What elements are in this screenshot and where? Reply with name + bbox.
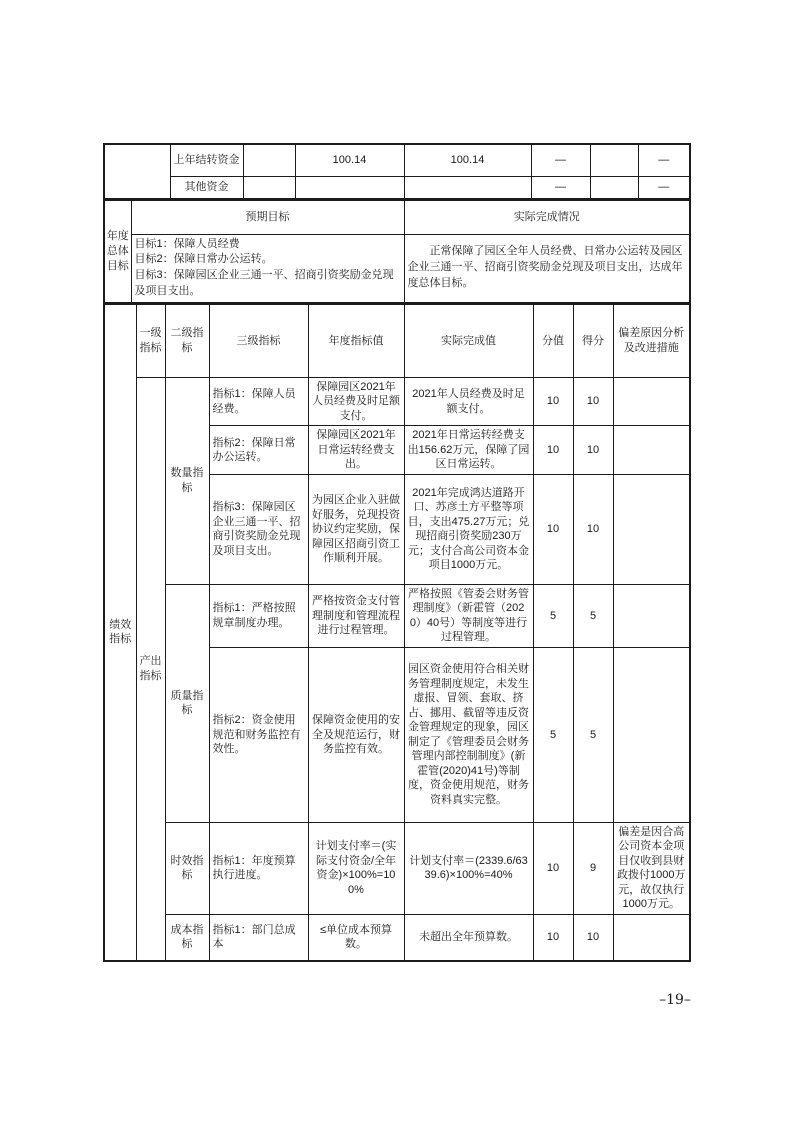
cell-score-earned: 10 xyxy=(573,377,613,426)
header-level2-indicator: 二级指标 xyxy=(165,304,209,377)
cell-indicator: 指标2：资金使用规范和财务监控有效性。 xyxy=(209,647,308,822)
cell-score-max: 10 xyxy=(533,426,573,475)
cell-deviation xyxy=(613,426,690,475)
cell-target-value: 计划支付率＝(实际支付资金/全年资金)×100%=100% xyxy=(308,822,404,914)
blank-cell xyxy=(590,176,638,199)
report-table xyxy=(103,143,689,962)
dash-cell: — xyxy=(638,144,690,176)
header-score-max: 分值 xyxy=(533,304,573,377)
cell-actual-value: 未超出全年预算数。 xyxy=(404,915,533,961)
cell-indicator: 指标1：部门总成本 xyxy=(209,915,308,961)
cell-score-max: 10 xyxy=(533,915,573,961)
cell-target-value: 严格按资金支付管理制度和管理流程进行过程管理。 xyxy=(308,584,404,647)
other-final-value xyxy=(404,176,531,199)
cell-deviation xyxy=(613,915,690,961)
header-expected-goal: 预期目标 xyxy=(131,200,404,234)
cell-score-earned: 10 xyxy=(573,426,613,475)
cell-expected-goals xyxy=(131,234,404,303)
page-number: –19– xyxy=(659,992,691,1008)
cell-score-max: 10 xyxy=(533,474,573,584)
cell-score-max: 10 xyxy=(533,377,573,426)
cell-target-value: 保障资金使用的安全及规范运行，财务监控有效。 xyxy=(308,647,404,822)
row-label-carryover-funds: 上年结转资金 xyxy=(170,144,243,176)
cell-target-value: ≤单位成本预算数。 xyxy=(308,915,404,961)
section-label-performance-indicators: 绩效指标 xyxy=(104,304,136,960)
other-budget-value xyxy=(295,176,404,199)
header-annual-target-value: 年度指标值 xyxy=(308,304,404,377)
cell-target-value: 保障园区2021年日常运转经费支出。 xyxy=(308,426,404,475)
cell-actual-value: 2021年日常运转经费支出156.62万元，保障了园区日常运转。 xyxy=(404,426,533,475)
header-level3-indicator: 三级指标 xyxy=(209,304,308,377)
dash-cell: — xyxy=(531,176,590,199)
cell-actual-value: 2021年人员经费及时足额支付。 xyxy=(404,377,533,426)
goal-line-1: 目标1：保障人员经费 xyxy=(134,237,240,250)
annual-goal-table xyxy=(103,199,691,304)
cell-deviation xyxy=(613,377,690,426)
dash-cell: — xyxy=(638,176,690,199)
cell-score-earned: 9 xyxy=(573,822,613,914)
cell-score-max: 10 xyxy=(533,822,573,914)
cell-target-value: 保障园区2021年人员经费及时足额支付。 xyxy=(308,377,404,426)
cell-actual-completion xyxy=(404,234,690,303)
carryover-final-value: 100.14 xyxy=(404,144,531,176)
goal-line-2: 目标2：保障日常办公运转。 xyxy=(134,253,273,266)
header-deviation-analysis: 偏差原因分析及改进措施 xyxy=(613,304,690,377)
level2-label-quality: 质量指标 xyxy=(165,584,209,822)
cell-score-earned: 5 xyxy=(573,584,613,647)
level1-label-output-indicators: 产出指标 xyxy=(136,377,165,960)
stub-cell xyxy=(104,144,170,199)
level2-label-cost: 成本指标 xyxy=(165,915,209,961)
goal-line-3: 目标3：保障园区企业三通一平、招商引资奖励金兑现及项目支出。 xyxy=(134,269,394,298)
level2-label-quantity: 数量指标 xyxy=(165,377,209,584)
indicator-table xyxy=(103,303,691,961)
carryover-funds-table xyxy=(103,143,691,200)
cell-deviation xyxy=(613,474,690,584)
blank-cell xyxy=(243,144,295,176)
cell-score-earned: 10 xyxy=(573,474,613,584)
header-level1-indicator: 一级指标 xyxy=(136,304,165,377)
cell-score-max: 5 xyxy=(533,584,573,647)
cell-score-earned: 10 xyxy=(573,915,613,961)
row-label-other-funds: 其他资金 xyxy=(170,176,243,199)
carryover-budget-value: 100.14 xyxy=(295,144,404,176)
cell-score-max: 5 xyxy=(533,647,573,822)
actual-completion-text: 正常保障了园区全年人员经费、日常办公运转及园区企业三通一平、招商引资奖励金兑现及项目支出，达成年度总体目标。 xyxy=(407,245,683,290)
blank-cell xyxy=(590,144,638,176)
header-actual-value: 实际完成值 xyxy=(404,304,533,377)
header-actual-completion: 实际完成情况 xyxy=(404,200,690,234)
header-score-earned: 得分 xyxy=(573,304,613,377)
cell-deviation xyxy=(613,647,690,822)
blank-cell xyxy=(243,176,295,199)
cell-deviation: 偏差是因合高公司资本金项目仅收到县财政拨付1000万元，故仅执行1000万元。 xyxy=(613,822,690,914)
level2-label-timeliness: 时效指标 xyxy=(165,822,209,914)
section-label-annual-goal: 年度总体目标 xyxy=(104,200,131,303)
cell-indicator: 指标1：年度预算执行进度。 xyxy=(209,822,308,914)
cell-indicator: 指标3：保障园区企业三通一平、招商引资奖励金兑现及项目支出。 xyxy=(209,474,308,584)
cell-score-earned: 5 xyxy=(573,647,613,822)
cell-actual-value: 2021年完成鸿达道路开口、苏彦土方平整等项目，支出475.27万元；兑现招商引资奖励230万元；支付合高公司资本金项目1000万元。 xyxy=(404,474,533,584)
cell-actual-value: 园区资金使用符合相关财务管理制度规定，未发生虚报、冒领、套取、挤占、挪用、截留等违反资金管理规定的现象，园区制定了《管理委员会财务管理内部控制制度》(新霍管(2020)41号)等制度，资金使用规范，财务资料真实完整。 xyxy=(404,647,533,822)
cell-indicator: 指标1：严格按照规章制度办理。 xyxy=(209,584,308,647)
cell-actual-value: 计划支付率＝(2339.6/6339.6)×100%=40% xyxy=(404,822,533,914)
dash-cell: — xyxy=(531,144,590,176)
cell-indicator: 指标1：保障人员经费。 xyxy=(209,377,308,426)
cell-target-value: 为园区企业入驻做好服务，兑现投资协议约定奖励，保障园区招商引资工作顺利开展。 xyxy=(308,474,404,584)
cell-actual-value: 严格按照《管委会财务管理制度》（新霍管（2020）40号）等制度等进行过程管理。 xyxy=(404,584,533,647)
cell-deviation xyxy=(613,584,690,647)
cell-indicator: 指标2：保障日常办公运转。 xyxy=(209,426,308,475)
